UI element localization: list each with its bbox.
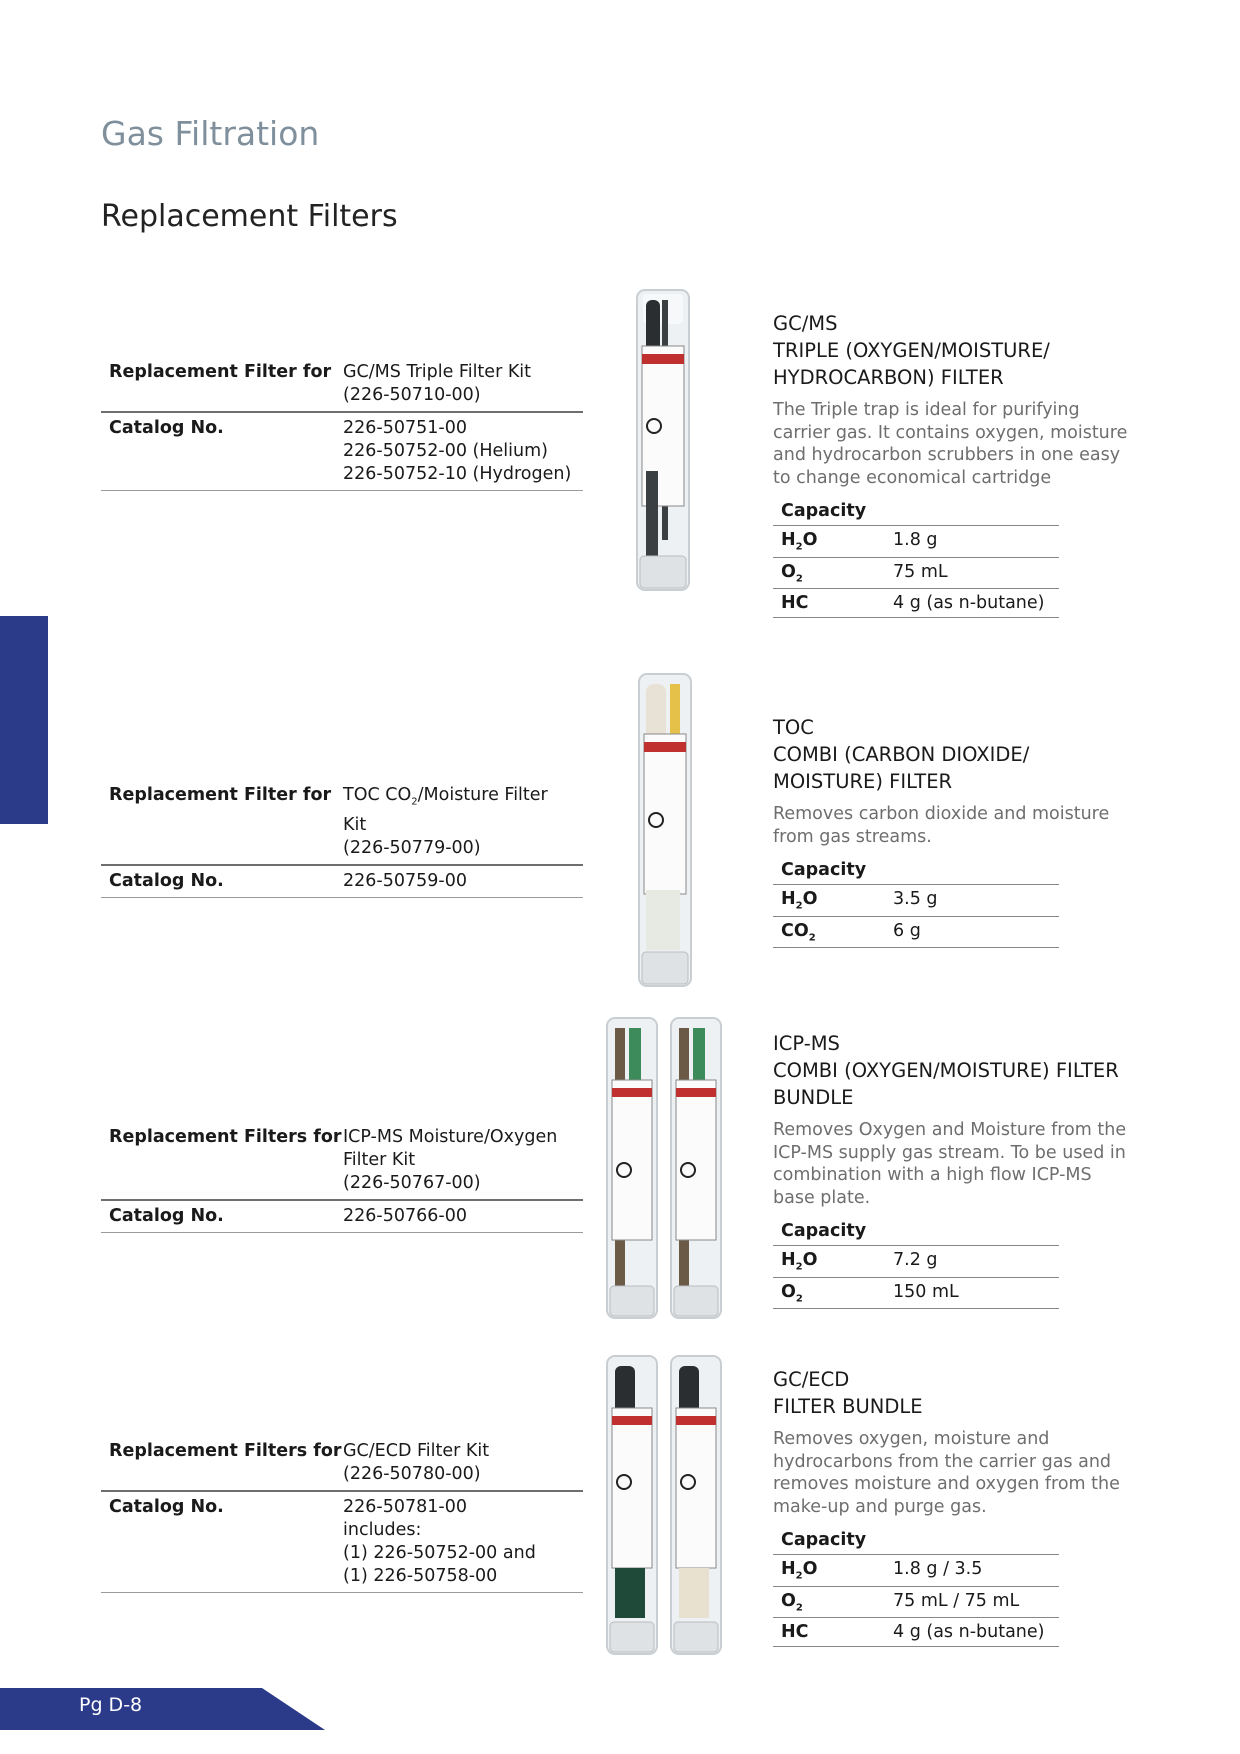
catalog-number: 226-50751-00: [343, 418, 467, 438]
product-heading-line: TRIPLE (OXYGEN/MOISTURE/: [773, 339, 1050, 362]
product-heading-line: MOISTURE) FILTER: [773, 770, 953, 793]
capacity-table: [773, 1217, 1059, 1309]
capacity-row: [773, 1278, 1059, 1310]
spec-value-line: (226-50710-00): [343, 385, 481, 405]
capacity-key: H: [781, 530, 796, 550]
capacity-key: HC: [781, 1622, 809, 1642]
spec-table-gcms: [101, 357, 583, 491]
capacity-title: Capacity: [773, 856, 1059, 885]
spec-label: Replacement Filters for: [109, 1441, 342, 1461]
capacity-row: [773, 885, 1059, 917]
catalog-number: (1) 226-50752-00 and: [343, 1543, 536, 1563]
capacity-value: 1.8 g: [893, 530, 938, 550]
capacity-key-tail: O: [802, 1250, 818, 1270]
spec-table-icpms: [101, 1122, 583, 1233]
capacity-key: H: [781, 1559, 796, 1579]
spec-label: Catalog No.: [109, 870, 224, 891]
spec-row-catalog: [101, 866, 583, 898]
catalog-number: (1) 226-50758-00: [343, 1566, 498, 1586]
info-block-gcecd: [773, 1366, 1133, 1647]
capacity-value: 4 g (as n-butane): [893, 1622, 1045, 1642]
capacity-key-sub: 2: [808, 932, 816, 943]
capacity-title: Capacity: [773, 1526, 1059, 1555]
spec-label: Replacement Filters for: [109, 1127, 342, 1147]
spec-value-line: GC/ECD Filter Kit: [343, 1441, 490, 1461]
spec-table-toc: [101, 780, 583, 898]
capacity-table: [773, 497, 1059, 618]
spec-label: Catalog No.: [109, 418, 224, 438]
product-description: Removes Oxygen and Moisture from the ICP-MS supply gas stream. To be used in combination with a high flow ICP-MS base plate.: [773, 1120, 1127, 1208]
spec-value-line: (226-50767-00): [343, 1173, 481, 1193]
capacity-key-sub: 2: [795, 541, 803, 553]
product-heading-line: HYDROCARBON) FILTER: [773, 366, 1004, 389]
capacity-row: [773, 1555, 1059, 1587]
product-heading-line: GC/MS: [773, 312, 838, 335]
capacity-table: [773, 1526, 1059, 1647]
spec-label: Catalog No.: [109, 1206, 224, 1226]
capacity-key-sub: 2: [795, 1293, 803, 1304]
product-heading-line: ICP-MS: [773, 1032, 840, 1055]
capacity-table: [773, 856, 1059, 948]
info-block-gcms: [773, 310, 1133, 618]
spec-label: Replacement Filter for: [109, 362, 332, 382]
capacity-title: Capacity: [773, 497, 1059, 526]
catalog-number: 226-50766-00: [343, 1206, 467, 1226]
capacity-key-sub: 2: [795, 1602, 803, 1613]
capacity-key: H: [781, 889, 796, 909]
capacity-value: 6 g: [893, 920, 921, 941]
capacity-key-sub: 2: [795, 1570, 803, 1582]
product-description: Removes carbon dioxide and moisture from gas streams.: [773, 804, 1110, 847]
capacity-value: 1.8 g / 3.5: [893, 1559, 983, 1579]
capacity-key-sub: 2: [795, 1261, 803, 1273]
spec-value-part: /Moisture Filter: [417, 785, 548, 805]
capacity-key: H: [781, 1250, 796, 1270]
spec-row-filter-for: [101, 1122, 583, 1201]
capacity-key: HC: [781, 593, 809, 613]
spec-value-line: ICP-MS Moisture/Oxygen: [343, 1127, 558, 1147]
capacity-value: 75 mL / 75 mL: [893, 1590, 1020, 1611]
toc-filter-photo: [632, 670, 698, 996]
gcms-filter-photo: [628, 286, 698, 602]
capacity-row: [773, 1246, 1059, 1278]
capacity-title: Capacity: [773, 1217, 1059, 1246]
capacity-row: [773, 558, 1059, 590]
gcecd-filter-photo: [603, 1352, 729, 1662]
section-title: Replacement Filters: [101, 199, 398, 234]
product-heading-line: GC/ECD: [773, 1368, 850, 1391]
product-heading-line: COMBI (OXYGEN/MOISTURE) FILTER: [773, 1059, 1119, 1082]
capacity-key: O: [781, 1281, 796, 1302]
spec-row-filter-for: [101, 780, 583, 866]
spec-value-line: (226-50780-00): [343, 1464, 481, 1484]
spec-value-line: (226-50779-00): [343, 837, 481, 858]
catalog-number: 226-50781-00: [343, 1497, 467, 1517]
icpms-filter-photo: [603, 1014, 729, 1326]
product-heading-line: COMBI (CARBON DIOXIDE/: [773, 743, 1030, 766]
catalog-number: 226-50752-00 (Helium): [343, 441, 548, 461]
spec-value-line: Kit: [343, 814, 367, 835]
catalog-number: 226-50752-10 (Hydrogen): [343, 464, 572, 484]
capacity-value: 4 g (as n-butane): [893, 593, 1045, 613]
capacity-key: O: [781, 561, 796, 582]
spec-row-filter-for: [101, 357, 583, 413]
footer-band: [0, 1688, 325, 1730]
capacity-key-tail: O: [802, 1559, 818, 1579]
capacity-value: 150 mL: [893, 1281, 959, 1302]
page-number: Pg D-8: [79, 1694, 143, 1716]
page-title: Gas Filtration: [101, 114, 320, 153]
catalog-number: 226-50759-00: [343, 870, 467, 891]
side-tab-marker: [0, 616, 48, 824]
spec-value-part: TOC CO: [343, 785, 412, 805]
capacity-key-sub: 2: [795, 900, 803, 912]
product-description: Removes oxygen, moisture and hydrocarbons from the carrier gas and removes moisture and oxygen from the make-up and purge gas.: [773, 1429, 1120, 1517]
spec-label: Replacement Filter for: [109, 785, 332, 805]
capacity-row: [773, 1618, 1059, 1647]
product-description: The Triple trap is ideal for purifying carrier gas. It contains oxygen, moisture and hydrocarbon scrubbers in one easy to change economical cartridge: [773, 400, 1128, 488]
capacity-value: 75 mL: [893, 561, 948, 582]
capacity-value: 7.2 g: [893, 1250, 938, 1270]
spec-row-filter-for: [101, 1436, 583, 1492]
spec-label: Catalog No.: [109, 1497, 224, 1517]
spec-value-line: Filter Kit: [343, 1150, 416, 1170]
info-block-toc: [773, 714, 1133, 948]
spec-value-sub: 2: [411, 796, 418, 808]
capacity-key: CO: [781, 920, 809, 941]
catalog-number-note: includes:: [343, 1520, 422, 1540]
product-heading-line: TOC: [773, 716, 814, 739]
capacity-key: O: [781, 1590, 796, 1611]
spec-row-catalog: [101, 1492, 583, 1593]
product-heading-line: BUNDLE: [773, 1086, 854, 1109]
capacity-row: [773, 589, 1059, 618]
capacity-key-tail: O: [802, 530, 818, 550]
spec-row-catalog: [101, 1201, 583, 1233]
spec-value-line: GC/MS Triple Filter Kit: [343, 362, 532, 382]
spec-row-catalog: [101, 413, 583, 491]
capacity-row: [773, 526, 1059, 558]
capacity-value: 3.5 g: [893, 889, 938, 909]
info-block-icpms: [773, 1030, 1133, 1309]
capacity-key-tail: O: [802, 889, 818, 909]
capacity-row: [773, 917, 1059, 949]
capacity-row: [773, 1587, 1059, 1619]
spec-table-gcecd: [101, 1436, 583, 1593]
product-heading-line: FILTER BUNDLE: [773, 1395, 923, 1418]
capacity-key-sub: 2: [795, 573, 803, 584]
